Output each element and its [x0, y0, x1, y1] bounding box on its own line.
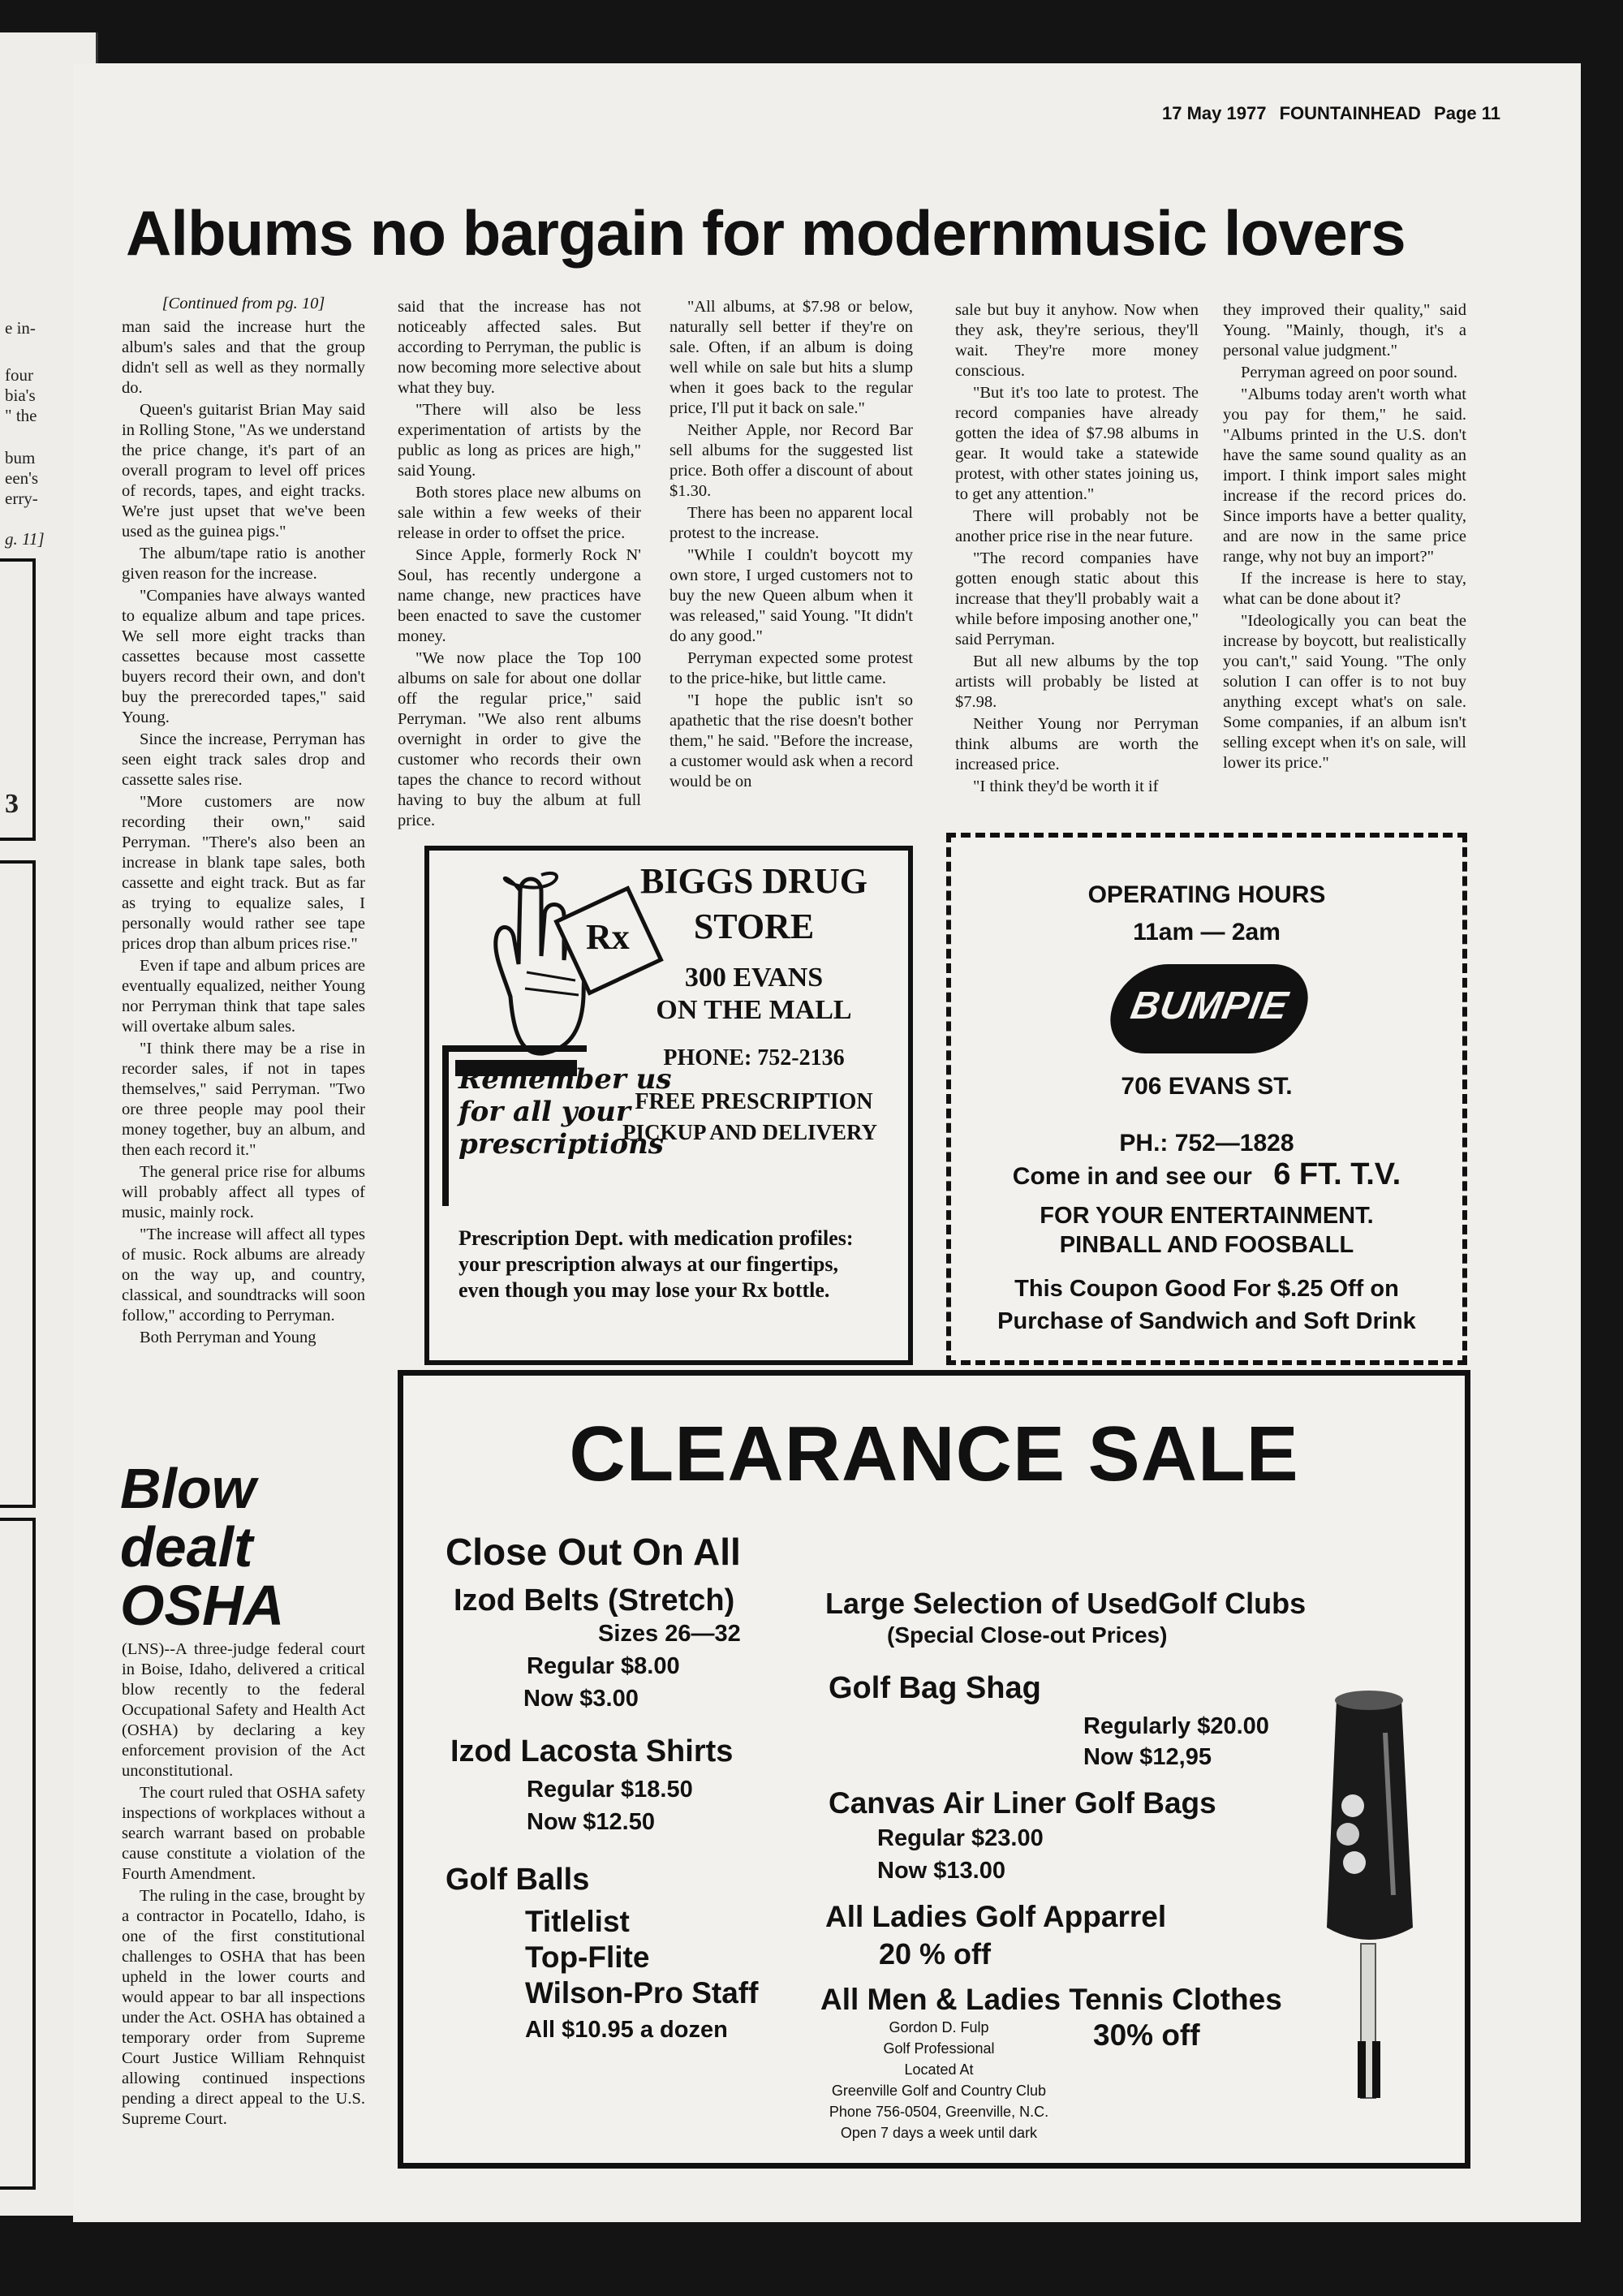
paragraph: Perryman expected some protest to the price-hike, but little came. [669, 649, 913, 687]
prev-page-fragment: e in- [5, 318, 36, 338]
hours-title: OPERATING HOURS [1087, 881, 1326, 908]
biggs-address-1: 300 EVANS [684, 963, 824, 993]
bumpie-logo [1104, 964, 1314, 1053]
tv-size: 6 FT. T.V. [1273, 1157, 1401, 1191]
bumpie-coupon-ad [946, 833, 1467, 1365]
paragraph: Since Apple, formerly Rock N' Soul, has recently undergone a name change, new practices have been enacted to save the customer money. [398, 546, 641, 645]
paragraph: (LNS)--A three-judge federal court in Boise, Idaho, delivered a critical blow recently to the federal Occupational Safety and Health Act (OSHA) by declaring a key enforcement provision of the Act unconstitutional. [122, 1640, 365, 1780]
biggs-service-2: PICKUP AND DELIVERY [622, 1120, 878, 1144]
balls-price: All $10.95 a dozen [525, 2017, 728, 2043]
clearance-title: CLEARANCE SALE [569, 1411, 1299, 1497]
golf-bag-shag: Golf Bag Shag [829, 1671, 1041, 1705]
coupon-line-2: Purchase of Sandwich and Soft Drink [997, 1308, 1416, 1334]
shirts-regular-price: Regular $18.50 [527, 1777, 693, 1803]
tennis-clothes: All Men & Ladies Tennis Clothes [820, 1983, 1282, 2016]
paragraph: The court ruled that OSHA safety inspections of workplaces without a search warrant based on probable cause constitute a violation of the Fourth Amendment. [122, 1784, 365, 1883]
prev-page-fragment: erry- [5, 489, 38, 508]
bumpie-logo-text: BUMPIE [1127, 984, 1292, 1027]
biggs-address-2: ON THE MALL [656, 995, 852, 1025]
biggs-name-2: STORE [693, 907, 815, 946]
shop-line: Golf Professional [883, 2040, 995, 2057]
biggs-name-1: BIGGS DRUG [640, 861, 867, 901]
rx-label-text: Rx [586, 917, 630, 958]
paragraph: If the increase is here to stay, what can be done about it? [1223, 570, 1466, 608]
shop-line: Open 7 days a week until dark [840, 2125, 1038, 2141]
canvas-now-price: Now $13.00 [877, 1858, 1005, 1884]
paragraph: man said the increase hurt the album's sales and that the group didn't sell as well as they normally do. [122, 318, 365, 397]
paragraph: "Albums today aren't worth what you pay for them," he said. "Albums printed in the U.S. don't have the same sound quality as an import. I think import sales might increase if the record prices do. Since imports have a better quality, and are now in the same price range, why not buy an import?" [1223, 386, 1466, 566]
ladies-discount: 20 % off [879, 1937, 992, 1971]
tennis-discount: 30% off [1093, 2018, 1200, 2052]
hours: 11am — 2am [1133, 919, 1281, 946]
prev-page-box [0, 1518, 36, 2190]
belts-sizes: Sizes 26—32 [598, 1621, 741, 1647]
canvas-regular-price: Regular $23.00 [877, 1825, 1044, 1851]
paragraph: The ruling in the case, brought by a contractor in Pocatello, Idaho, is one of the first constitutional challenges to OSHA that has been upheld in the lower courts and would appear to bar all inspections under the Act. OSHA has obtained a temporary order from Supreme Court Justice William Rehnquist allowing continued inspections pending a direct appeal to the U.S. Supreme Court. [122, 1887, 365, 2128]
paragraph: Since the increase, Perryman has seen eight track sales drop and cassette sales rise. [122, 730, 365, 789]
script-panel [442, 1045, 672, 1206]
golf-balls-heading: Golf Balls [446, 1863, 590, 1897]
used-golf-clubs: Large Selection of UsedGolf Clubs [825, 1587, 1307, 1620]
paragraph: There has been no apparent local protest to the increase. [669, 504, 913, 542]
biggs-footer: Prescription Dept. with medication profiles: your prescription always at our fingertips, even though you may lose your Rx bottle. [458, 1226, 854, 1302]
paragraph: Both stores place new albums on sale within a few weeks of their release in order to offset the price. [398, 484, 641, 542]
paragraph: "Companies have always wanted to equalize album and tape prices. We sell more eight tracks than cassettes because most cassette buyers record their own, and don't buy the prerecorded tapes," said Young. [122, 587, 365, 726]
paragraph: "But it's too late to protest. The record companies have already gotten the idea of $7.98 albums in gear. It would take a statewide protest, with other states joining us, to get any attention." [955, 384, 1199, 503]
osha-article [122, 1639, 365, 2131]
paragraph: "I think they'd be worth it if [973, 778, 1159, 795]
entertainment-1: FOR YOUR ENTERTAINMENT. [1040, 1203, 1374, 1229]
ball-brand: Titlelist [525, 1905, 630, 1938]
paragraph: Neither Young nor Perryman think albums are worth the increased price. [955, 715, 1199, 773]
shag-now-price: Now $12,95 [1083, 1744, 1212, 1770]
paragraph: they improved their quality," said Young. "Mainly, though, it's a personal value judgment." [1223, 301, 1466, 360]
paragraph: There will probably not be another price rise in the near future. [955, 507, 1199, 545]
bumpie-phone: PH.: 752—1828 [1119, 1130, 1294, 1157]
article-column-5 [1223, 300, 1466, 775]
biggs-drug-store-ad [424, 846, 913, 1365]
shop-line: Phone 756-0504, Greenville, N.C. [829, 2104, 1049, 2120]
ladies-golf-apparel: All Ladies Golf Apparrel [825, 1900, 1167, 1933]
continued-note: [Continued from pg. 10] [161, 295, 325, 312]
paragraph: But all new albums by the top artists will probably be listed at $7.98. [955, 653, 1199, 711]
article-column-1 [122, 294, 365, 1350]
script-line: for all your [458, 1096, 631, 1128]
script-line: Remember us [458, 1063, 672, 1096]
article-column-2 [398, 297, 641, 833]
bumpie-tv-line [951, 1157, 1462, 1192]
coupon-line-1: This Coupon Good For $.25 Off on [1014, 1276, 1399, 1302]
clearance-sale-ad [398, 1370, 1470, 2169]
shop-line: Greenville Golf and Country Club [831, 2083, 1047, 2099]
paragraph: "I think there may be a rise in recorder sales, if not in tapes themselves," said Perryman. "Two ore three people may pool their money together, buy an album, and then each record it." [122, 1040, 365, 1159]
canvas-golf-bags: Canvas Air Liner Golf Bags [829, 1786, 1216, 1820]
tv-prefix: Come in and see our [1012, 1163, 1252, 1190]
prev-page-fragment: four [5, 365, 33, 385]
osha-headline [120, 1459, 284, 1635]
izod-belts: Izod Belts (Stretch) [454, 1583, 735, 1618]
paragraph: "All albums, at $7.98 or below, naturally sell better if they're on sale. Often, if an album is doing well while on sale but hits a slump when it goes back to the regular price, I'll put it back on sale." [669, 298, 913, 417]
shag-regular-price: Regularly $20.00 [1083, 1713, 1269, 1739]
paragraph: "Ideologically you can beat the increase by boycott, but realistically you can't," said Young. "The only solution I can offer is to not buy anything except what's on sale. Some companies, if an album isn't selling except when it's on sale, will lower its price." [1223, 612, 1466, 772]
article-column-4 [955, 300, 1199, 799]
masthead-paper: FOUNTAINHEAD [1279, 103, 1421, 123]
paragraph: "I hope the public isn't so apathetic that the rise doesn't bother them," he said. "Before the increase, a customer would ask when a record would be on [669, 691, 913, 790]
shop-line: Gordon D. Fulp [889, 2019, 989, 2035]
belts-regular-price: Regular $8.00 [527, 1653, 680, 1679]
paragraph: "The record companies have gotten enough static about this increase that they'll probably wait a while before imposing another one," said Perryman. [955, 549, 1199, 648]
masthead [1162, 103, 1500, 124]
paragraph: Perryman agreed on poor sound. [1241, 364, 1458, 381]
article-headline: Albums no bargain for modernmusic lovers [126, 197, 1406, 269]
paragraph: "While I couldn't boycott my own store, I urged customers not to buy the new Queen album when it was released," said Young. "It didn't do any good." [669, 546, 913, 645]
prev-page-fragment: " the [5, 406, 37, 425]
paragraph: said that the increase has not noticeably affected sales. But according to Perryman, the public is now becoming more selective about what they buy. [398, 298, 641, 397]
masthead-page: Page 11 [1434, 103, 1500, 123]
osha-headline-line: dealt [120, 1515, 253, 1579]
close-out-heading: Close Out On All [446, 1531, 741, 1573]
golf-bag-shag-icon [1312, 1684, 1426, 2147]
prev-page-fragment: bia's [5, 386, 36, 405]
prev-page-fragment: g. 11] [5, 529, 45, 549]
shirts-now-price: Now $12.50 [527, 1809, 655, 1835]
pro-shop-info [801, 2017, 1077, 2143]
paragraph: Neither Apple, nor Record Bar sell albums for the suggested list price. Both offer a discount of about $1.30. [669, 421, 913, 500]
bumpie-address: 706 EVANS ST. [1121, 1073, 1293, 1100]
paragraph: Both Perryman and Young [140, 1329, 316, 1346]
paragraph: "There will also be less experimentation of artists by the public as long as prices are high," said Young. [398, 401, 641, 480]
izod-shirts: Izod Lacosta Shirts [450, 1734, 734, 1768]
prev-page-fragment: een's [5, 468, 39, 488]
osha-headline-line: Blow [120, 1457, 256, 1520]
paragraph: sale but buy it anyhow. Now when they ask, they're serious, they'll wait. They're more money conscious. [955, 301, 1199, 380]
biggs-service-1: FREE PRESCRIPTION [635, 1089, 873, 1114]
clubs-note: (Special Close-out Prices) [887, 1622, 1168, 1648]
paragraph: "The increase will affect all types of music. Rock albums are already on the way up, and country, classical, and soundtracks will soon follow," according to Perryman. [122, 1226, 365, 1325]
paragraph: "We now place the Top 100 albums on sale for about one dollar off the regular price," said Perryman. "We also rent albums overnight in order to give the customer who records their own tapes the chance to record without having to buy the album at full price. [398, 649, 641, 829]
prev-page-box [0, 860, 36, 1508]
script-line: prescriptions [458, 1128, 664, 1161]
ball-brand: Wilson-Pro Staff [525, 1976, 759, 2010]
paragraph: Even if tape and album prices are eventually equalized, neither Young nor Perryman think that tape sales will overtake album sales. [122, 957, 365, 1036]
belts-now-price: Now $3.00 [523, 1686, 639, 1712]
article-column-3 [669, 297, 913, 794]
prev-page-fragment: 3 [5, 789, 19, 819]
paragraph: "More customers are now recording their own," said Perryman. "There's also been an increase in blank tape sales, both cassette and eight track. But as far as trying to equalize sales, I personally would rather see tape prices drop than album prices rise." [122, 793, 365, 953]
prev-page-fragment: bum [5, 448, 36, 467]
paragraph: The general price rise for albums will probably affect all types of music, mainly rock. [122, 1163, 365, 1221]
ball-brand: Top-Flite [525, 1941, 650, 1974]
osha-headline-line: OSHA [120, 1574, 285, 1637]
masthead-date: 17 May 1977 [1162, 103, 1267, 123]
paragraph: The album/tape ratio is another given reason for the increase. [122, 545, 365, 583]
paragraph: Queen's guitarist Brian May said in Rolling Stone, "As we understand the price change, it's part of an overall program to level off prices of records, tapes, and eight tracks. We're just upset that we've been used as the guinea pigs." [122, 401, 365, 541]
shop-line: Located At [904, 2061, 974, 2078]
biggs-phone: PHONE: 752-2136 [663, 1045, 845, 1070]
entertainment-2: PINBALL AND FOOSBALL [1059, 1232, 1354, 1258]
